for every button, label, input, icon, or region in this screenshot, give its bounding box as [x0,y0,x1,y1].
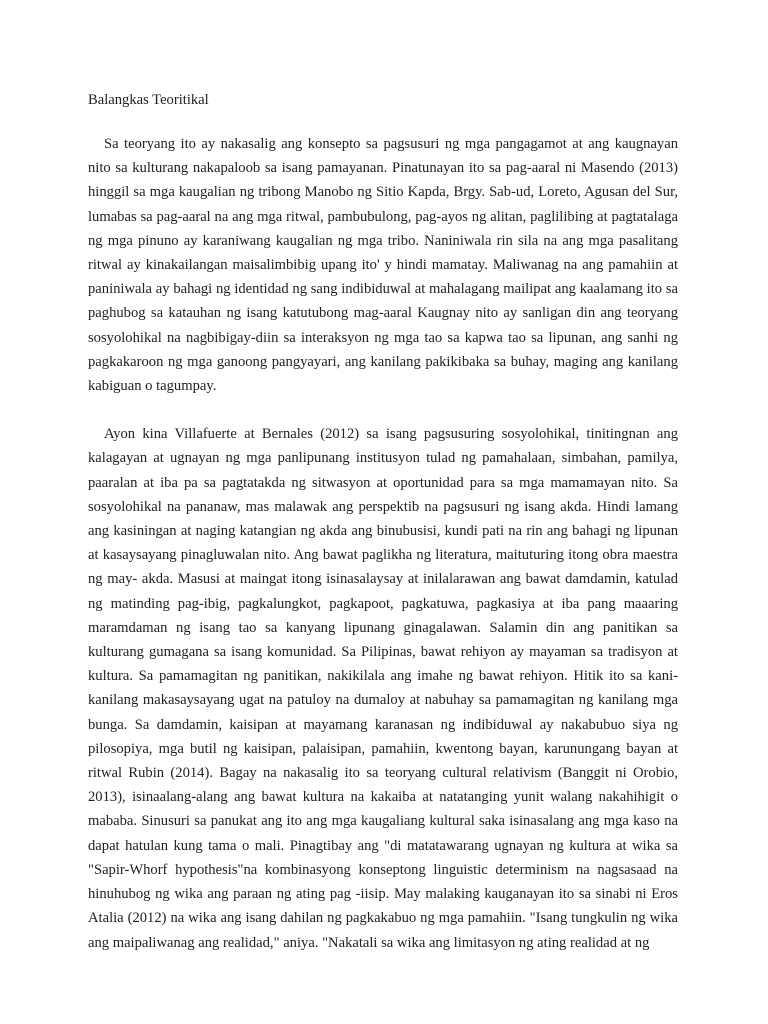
section-heading: Balangkas Teoritikal [88,92,209,108]
paragraph-1: Sa teoryang ito ay nakasalig ang konsepto sa pagsusuri ng mga pangagamot at ang kaugnayan nito sa kulturang nakapaloob sa isang pamayanan. Pinatunayan ito sa pag-aaral ni Masendo (2013) hinggil sa mga kaugalian ng tribong Manobo ng Sitio Kapda, Brgy. Sab-ud, Loreto, Agusan del Sur, lumabas sa pag-aaral na ang mga ritwal, pambubulong, pag-ayos ng alitan, paglilibing at pagtatalaga ng mga pinuno ay karaniwang kaugalian ng mga tribo. Naniniwala rin sila na ang mga pasalitang ritwal ay kinakailangan maisalimbibig upang ito' y hindi mamatay. Maliwanag na ang pamahiin at paniniwala ay bahagi ng identidad ng sang indibiduwal at mahalagang mailipat ang kaalamang ito sa paghubog sa katauhan ng isang katutubong mag-aaral Kaugnay nito ay sanligan din ang teoryang sosyolohikal na nagbibigay-diin sa interaksyon ng mga tao sa kapwa tao sa lipunan, ang sanhi ng pagkakaroon ng mga ganoong pangyayari, ang kanilang pakikibaka sa buhay, maging ang kanilang kabiguan o tagumpay. [88,136,678,395]
document-page [88,88,678,979]
paragraph-2: Ayon kina Villafuerte at Bernales (2012) sa isang pagsusuring sosyolohikal, tinitingnan ang kalagayan at ugnayan ng mga panlipunang institusyon tulad ng pamahalaan, simbahan, pamilya, paaralan at iba pa sa pagtatakda ng sitwasyon at oportunidad para sa mga mamamayan nito. Sa sosyolohikal na pananaw, mas malawak ang perspektib na pagsusuri ng isang akda. Hindi lamang ang kasiningan at naging katangian ng akda ang binubusisi, kundi pati na rin ang bahagi ng lipunan at kasaysayang pinagluwalan nito. Ang bawat paglikha ng literatura, maituturing itong obra maestra ng may- akda. Masusi at maingat itong isinasalaysay at inilalarawan ang bawat damdamin, katulad ng matinding pag-ibig, pagkalungkot, pagkapoot, pagkatuwa, pagkasiya at iba pang maaaring maramdaman ng isang tao sa kanyang lipunang ginagalawan. Salamin din ang panitikan sa kulturang gumagana sa isang komunidad. Sa Pilipinas, bawat rehiyon ay mayaman sa tradisyon at kultura. Sa pamamagitan ng panitikan, nakikilala ang imahe ng bawat rehiyon. Hitik ito sa kani-kanilang makasaysayang ugat na patuloy na dumaloy at nabuhay sa pamamagitan ng kanilang mga bunga. Sa damdamin, kaisipan at mayamang karanasan ng indibiduwal ay nakabubuo siya ng pilosopiya, mga butil ng kaisipan, palaisipan, pamahiin, kwentong bayan, karunungang bayan at ritwal Rubin (2014). Bagay na nakasalig ito sa teoryang cultural relativism (Banggit ni Orobio, 2013), isinaalang-alang ang bawat kultura na kakaiba at natatanging yunit walang nakahihigit o mababa. Sinusuri sa panukat ang ito ang mga kaugaliang kultural saka isinasalang ang mga kaso na dapat hatulan kung tama o mali. Pinagtibay ang "di matatawarang ugnayan ng kultura at wika sa "Sapir-Whorf hypothesis"na kombinasyong konseptong linguistic determinism na nagsasaad na hinuhubog ng wika ang paraan ng ating pag -iisip. May malaking kauganayan ito sa sinabi ni Eros Atalia (2012) na wika ang isang dahilan ng pagkakabuo ng mga pamahiin. "Isang tungkulin ng wika ang maipaliwanag ang realidad," aniya. "Nakatali sa wika ang limitasyon ng ating realidad at ng [88,426,678,951]
